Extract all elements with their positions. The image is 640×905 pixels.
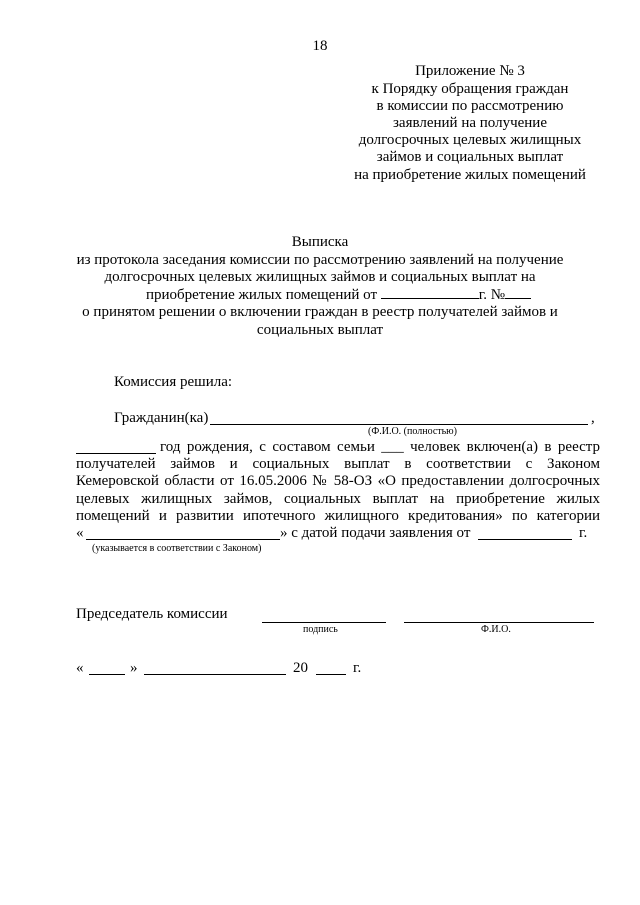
appendix-line-7: на приобретение жилых помещений	[354, 167, 586, 183]
body-line-5: целевых жилищных займов, социальных выплат на приобретение жилых	[76, 491, 600, 507]
appendix-line-6: займов и социальных выплат	[376, 149, 564, 165]
appendix-line-5: долгосрочных целевых жилищных	[358, 132, 582, 148]
fio-caption: Ф.И.О.	[481, 624, 511, 635]
citizen-label: Гражданин(ка)	[114, 410, 209, 426]
date-month-blank[interactable]	[144, 674, 286, 675]
date-day-blank[interactable]	[89, 674, 125, 675]
chairman-name-blank[interactable]	[404, 622, 594, 623]
open-quote: «	[76, 525, 84, 541]
body-line-2: год рождения, с составом семьи ___ человек включен(а) в реестр	[160, 439, 600, 455]
date-year-suffix: г.	[353, 660, 362, 676]
birth-year-blank[interactable]	[76, 453, 156, 454]
date-year-prefix: 20	[293, 660, 308, 676]
commission-decided: Комиссия решила:	[114, 374, 233, 390]
appendix-line-2: к Порядку обращения граждан	[371, 81, 569, 97]
body-line-7-end: г.	[579, 525, 588, 541]
date-year-blank[interactable]	[316, 674, 346, 675]
appendix-line-3: в комиссии по рассмотрению	[376, 98, 564, 114]
document-title: Выписка	[291, 234, 349, 250]
protocol-date-blank[interactable]	[381, 285, 479, 299]
appendix-line-4: заявлений на получение	[392, 115, 547, 131]
body-line-7: » с датой подачи заявления от	[280, 525, 471, 541]
chairman-label: Председатель комиссии	[76, 606, 228, 622]
category-blank[interactable]	[86, 539, 280, 540]
category-caption: (указывается в соответствии с Законом)	[92, 543, 262, 554]
citizen-comma: ,	[591, 410, 595, 426]
body-line-4: Кемеровской области от 16.05.2006 № 58-ОЗ «О предоставлении долгосрочных	[76, 473, 600, 489]
signature-caption: подпись	[303, 624, 338, 635]
fio-full-caption: (Ф.И.О. (полностью)	[368, 426, 457, 437]
citizen-name-blank[interactable]	[210, 424, 588, 425]
subtitle-line-1: из протокола заседания комиссии по рассмотрению заявлений на получение	[76, 252, 564, 268]
protocol-number-blank[interactable]	[505, 285, 531, 299]
page-number: 18	[312, 38, 328, 54]
signature-blank[interactable]	[262, 622, 386, 623]
subtitle-line-3-text: приобретение жилых помещений от	[146, 287, 378, 303]
body-line-6: помещений и развитии ипотечного жилищного кредитования» по категории	[76, 508, 600, 524]
subtitle-line-3	[146, 285, 531, 304]
body-line-3: получателей займов и социальных выплат в соответствии с Законом	[76, 456, 600, 472]
subtitle-line-2: долгосрочных целевых жилищных займов и социальных выплат на	[104, 269, 536, 285]
protocol-number-label: г. №	[478, 287, 506, 303]
application-date-blank[interactable]	[478, 539, 572, 540]
date-open-quote: «	[76, 660, 84, 676]
date-close-quote: »	[130, 660, 138, 676]
subtitle-line-5: социальных выплат	[256, 322, 384, 338]
subtitle-line-4: о принятом решении о включении граждан в реестр получателей займов и	[82, 304, 558, 320]
appendix-line-1: Приложение № 3	[415, 63, 525, 79]
